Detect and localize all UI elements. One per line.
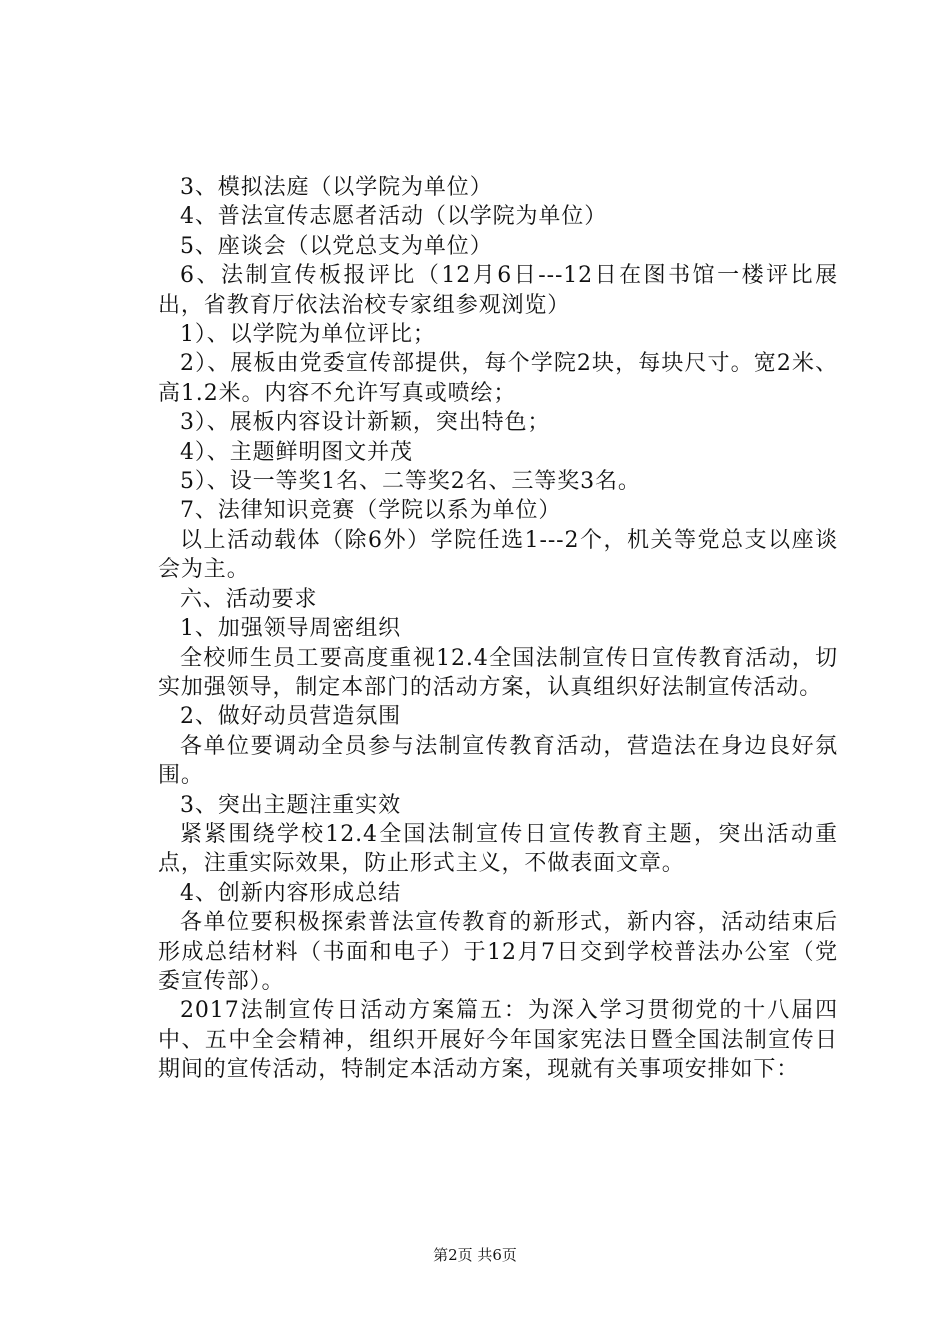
- section-heading: 六、活动要求: [180, 586, 318, 612]
- subsection-heading: 2、做好动员营造氛围: [180, 704, 401, 730]
- paragraph: 1）、以学院为单位评比；: [180, 322, 436, 348]
- paragraph: 4、普法宣传志愿者活动（以学院为单位）: [180, 204, 608, 230]
- paragraph: 各单位要调动全员参与法制宣传教育活动，营造法在身边良好氛围。: [158, 733, 838, 789]
- paragraph: 3、模拟法庭（以学院为单位）: [180, 175, 493, 200]
- paragraph: 各单位要积极探索普法宣传教育的新形式，新内容，活动结束后形成总结材料（书面和电子）于12月7日交到学校普法办公室（党委宣传部）。: [158, 910, 838, 994]
- subsection-heading: 3、突出主题注重实效: [180, 792, 401, 818]
- page-number-footer: 第2页 共6页: [433, 1246, 517, 1264]
- subsection-heading: 1、加强领导周密组织: [180, 616, 401, 642]
- paragraph: 3）、展板内容设计新颖，突出特色；: [180, 410, 551, 436]
- paragraph: 5）、设一等奖1名、二等奖2名、三等奖3名。: [180, 469, 641, 495]
- paragraph: 4）、主题鲜明图文并茂: [180, 439, 413, 465]
- paragraph: 6、法制宣传板报评比（12月6日---12日在图书馆一楼评比展出，省教育厅依法治校专家组参观浏览）: [158, 263, 838, 318]
- paragraph: 5、座谈会（以党总支为单位）: [180, 233, 493, 259]
- paragraph: 以上活动载体（除6外）学院任选1---2个，机关等党总支以座谈会为主。: [158, 527, 838, 583]
- paragraph: 紧紧围绕学校12.4全国法制宣传日宣传教育主题，突出活动重点，注重实际效果，防止形式主义，不做表面文章。: [158, 821, 838, 877]
- paragraph: 7、法律知识竞赛（学院以系为单位）: [180, 498, 562, 524]
- subsection-heading: 4、创新内容形成总结: [180, 880, 401, 906]
- paragraph: 2017法制宣传日活动方案篇五：为深入学习贯彻党的十八届四中、五中全会精神，组织开展好今年国家宪法日暨全国法制宣传日期间的宣传活动，特制定本活动方案，现就有关事项安排如下：: [158, 998, 838, 1083]
- document-body: [158, 173, 838, 1085]
- paragraph: 全校师生员工要高度重视12.4全国法制宣传日宣传教育活动，切实加强领导，制定本部门的活动方案，认真组织好法制宣传活动。: [158, 645, 838, 700]
- paragraph: 2）、展板由党委宣传部提供，每个学院2块，每块尺寸。宽2米、高1.2米。内容不允许写真或喷绘；: [158, 351, 838, 406]
